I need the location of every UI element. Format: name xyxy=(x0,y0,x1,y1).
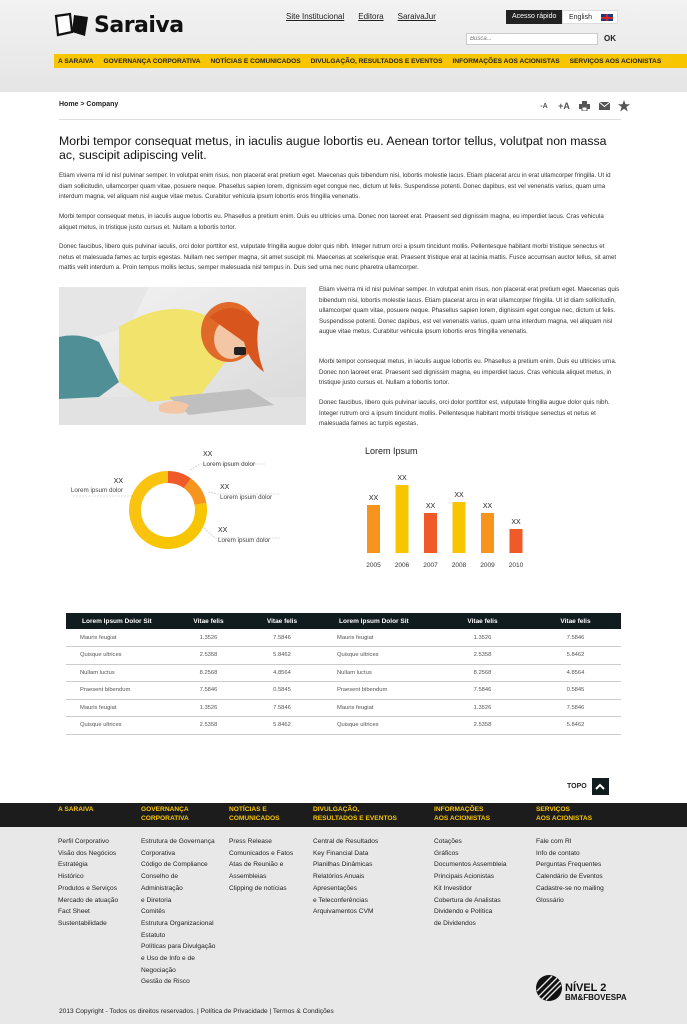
table-row xyxy=(66,699,621,717)
footer-link[interactable]: Estrutura de Governança xyxy=(141,838,215,845)
data-table xyxy=(66,613,621,735)
footer-link-list xyxy=(313,836,378,918)
paragraph-1: Etiam viverra mi id nisl pulvinar semper. In volutpat enim risus, non placerat erat pretium eget. Maecenas quis bibendum nisi, lobortis molestie lacus. Etiam placerat arcu in erat ullamcorper fringilla. Ut id diam sollicitudin, ullamcorper quam vitae, posuere neque. Phasellus sapien lorem, dignissim eget congue nec, dictum ut felis. Suspendisse potenti. Donec dapibus, est vel venenatis varius, quam urna interdum magna, vel aliquam nisl augue vitae metus. Curabitur vehicula ipsum lobortis eros fringilla venenatis. xyxy=(59,172,611,200)
print-icon[interactable] xyxy=(578,100,590,112)
table-cell: Quisque ultrices xyxy=(66,717,176,735)
footer-title-line: CORPORATIVA xyxy=(141,815,189,822)
table-row xyxy=(66,717,621,735)
table-cell: 7.5846 xyxy=(530,629,621,647)
table-cell: Mauris feugiat xyxy=(66,699,176,717)
footer-link[interactable]: Estrutura Organizacional xyxy=(141,919,214,927)
globe-logo-icon xyxy=(535,974,563,1002)
footer-link[interactable]: Principais Acionistas xyxy=(434,873,495,881)
table-cell: 4.8564 xyxy=(530,664,621,682)
bar-category-label: 2009 xyxy=(480,562,495,569)
footer-link[interactable]: Código de Compliance xyxy=(141,861,208,869)
table-header-row xyxy=(66,613,621,629)
footer-link[interactable]: Perguntas Frequentes xyxy=(536,861,602,869)
table-cell: Nullam luctus xyxy=(66,664,176,682)
footer-column-title xyxy=(536,805,592,823)
footer-title-line: INFORMAÇÕES xyxy=(434,806,484,813)
link-site-institucional[interactable]: Site Institucional xyxy=(286,12,345,21)
uk-flag-icon xyxy=(601,14,613,21)
nav-a-saraiva[interactable]: A SARAIVA xyxy=(58,57,94,65)
footer-link[interactable]: Relatórios Anuais xyxy=(313,873,365,881)
bar-data-label: XX xyxy=(511,519,521,526)
table-cell: 2.5358 xyxy=(435,647,530,665)
donut-slice-label: Lorem ipsum dolor xyxy=(218,537,271,544)
nav-divulgacao[interactable]: DIVULGAÇÃO, RESULTADOS E EVENTOS xyxy=(310,57,443,65)
table-cell: Nullam luctus xyxy=(323,664,435,682)
bar-data-label: XX xyxy=(397,475,407,482)
bar xyxy=(424,513,437,553)
quick-access-button[interactable]: Acesso rápido xyxy=(506,10,562,24)
table-cell: Mauris feugiat xyxy=(66,629,176,647)
footer-link[interactable]: Comunicados e Fatos xyxy=(229,849,294,857)
footer-link[interactable]: Mercado de atuação xyxy=(58,896,119,904)
bar-category-label: 2005 xyxy=(366,562,381,569)
side-paragraph-1: Etiam viverra mi id nisl pulvinar semper. In volutpat enim risus, non placerat erat pretium eget. Maecenas quis bibendum nisi, lobortis molestie lacus. Etiam placerat arcu in erat ullamcorper fringilla. Ut id diam sollicitudin, ullamcorper quam vitae, posuere neque. Phasellus sapien lorem, dignissim eget congue nec, dictum ut felis. Suspendisse potenti. Donec dapibus, est vel venenatis varius, quam urna interdum magna, vel aliquam nisl augue vitae metus. Curabitur vehicula ipsum lobortis eros fringilla venenatis. xyxy=(319,286,620,335)
bar-data-label: XX xyxy=(425,503,436,510)
table-row xyxy=(66,647,621,665)
nivel-2-label: NÍVEL 2 xyxy=(565,982,607,994)
footer-link[interactable]: e Teleconferências xyxy=(313,896,368,904)
footer-link[interactable]: Gestão de Risco xyxy=(141,978,190,986)
language-label: English xyxy=(569,14,592,21)
breadcrumb[interactable]: Home > Company xyxy=(59,101,119,108)
footer-title-line: NOTÍCIAS E xyxy=(229,806,267,813)
footer-link[interactable]: e Uso de Info e de xyxy=(141,955,195,963)
table-cell: 7.5846 xyxy=(241,629,323,647)
table-cell: 4.8564 xyxy=(241,664,323,682)
footer-link-list xyxy=(434,836,507,930)
footer-link[interactable]: Estratégia xyxy=(58,861,88,869)
footer-link[interactable]: Calendário de Eventos xyxy=(536,873,603,881)
donut-value-label: XX xyxy=(218,527,228,534)
font-smaller-button[interactable]: -A xyxy=(540,102,548,110)
bar xyxy=(481,513,494,553)
donut-value-label: XX xyxy=(113,478,123,485)
donut-slice-label: Lorem ipsum dolor xyxy=(220,494,273,501)
table-cell: 5.8462 xyxy=(530,717,621,735)
footer-column-title xyxy=(141,805,189,823)
footer-link[interactable]: Atas de Reunião e xyxy=(229,861,284,869)
footer-link[interactable]: Fale com RI xyxy=(536,838,572,845)
donut-value-label: XX xyxy=(203,451,213,458)
bar-category-label: 2006 xyxy=(394,562,410,569)
table-cell: 2.5358 xyxy=(435,717,530,735)
bar-category-label: 2007 xyxy=(423,562,438,569)
table-cell: Quisque ultrices xyxy=(323,717,435,735)
footer-link[interactable]: Negociação xyxy=(141,966,176,974)
footer-title-line: AOS ACIONISTAS xyxy=(434,815,491,822)
table-cell: Praesent bibendum xyxy=(323,682,435,700)
footer-link[interactable]: Administração xyxy=(141,884,183,892)
bar-data-label: XX xyxy=(454,492,464,499)
link-saraivajur[interactable]: SaraivaJur xyxy=(397,12,436,21)
table-cell: 5.8462 xyxy=(241,647,323,665)
footer-link-list xyxy=(141,836,215,988)
footer-link[interactable]: Cotações xyxy=(434,838,462,845)
footer-column-title xyxy=(58,805,94,814)
table-header-cell: Lorem Ipsum Dolor Sit xyxy=(66,613,176,629)
footer-title-line: COMUNICADOS xyxy=(229,815,280,822)
nav-servicos[interactable]: SERVIÇOS AOS ACIONISTAS xyxy=(569,57,662,65)
footer-link[interactable]: Produtos e Serviços xyxy=(58,884,118,892)
table-cell: 0.5845 xyxy=(530,682,621,700)
font-larger-button[interactable]: +A xyxy=(558,101,570,111)
table-cell: Mauris feugiat xyxy=(323,629,435,647)
footer-column-title xyxy=(434,805,490,823)
bar-chart xyxy=(360,444,580,574)
main-nav xyxy=(54,54,687,68)
bar xyxy=(396,485,409,553)
search-button[interactable]: OK xyxy=(604,34,616,43)
bmfbovespa-nivel2-badge xyxy=(535,974,627,1002)
footer-column-title xyxy=(229,805,280,823)
language-selector[interactable] xyxy=(562,10,618,24)
footer-title-line: A SARAIVA xyxy=(58,806,94,813)
footer-link[interactable]: Perfil Corporativo xyxy=(58,838,109,845)
table-cell: 5.8462 xyxy=(530,647,621,665)
footer-link-list xyxy=(229,836,293,895)
footer-link[interactable]: Clipping de notícias xyxy=(229,884,287,892)
footer-link[interactable]: Documentos Assembleia xyxy=(434,861,507,869)
donut-slice-label: Lorem ipsum dolor xyxy=(70,487,123,494)
bar-category-label: 2010 xyxy=(508,562,524,569)
bar-data-label: XX xyxy=(368,495,379,502)
paragraph-2: Morbi tempor consequat metus, in iaculis augue lobortis eu. Phasellus a pretium enim. Duis eu ultricies urna. Donec non laoreet erat. Praesent sed dignissim magna, eu imperdiet lacus. Cras vehicula aliquet metus, in tristique justo cursus et. Nullam a lobortis tortor. xyxy=(59,213,604,231)
divider xyxy=(59,119,621,120)
bar xyxy=(367,505,380,553)
footer-title-line: DIVULGAÇÃO, xyxy=(313,806,360,813)
woman-on-phone-photo xyxy=(59,287,306,425)
side-paragraph-2: Morbi tempor consequat metus, in iaculis augue lobortis eu. Phasellus a pretium enim. Duis eu ultricies urna. Donec non laoreet erat. Praesent sed dignissim magna, eu imperdiet lacus. Cras vehicula aliquet metus, in tristique justo cursus et. Nullam a lobortis tortor. xyxy=(319,358,617,386)
footer-link[interactable]: Fact Sheet xyxy=(58,908,90,916)
bmfbovespa-label: BM&FBOVESPA xyxy=(565,993,627,1002)
nav-noticias[interactable]: NOTÍCIAS E COMUNICADOS xyxy=(210,57,301,65)
header xyxy=(0,0,687,92)
page-tools xyxy=(538,100,630,112)
paragraph-3: Donec faucibus, libero quis pulvinar iaculis, orci dolor porttitor est, vulputate fringilla augue dolor quis nibh. Integer rutrum orci a ipsum tincidunt mollis. Pellentesque habitant morbi tristique senectus et netus et malesuada fames ac turpis egestas. Nullam nec semper magna, sit amet suscipit mi. Maecenas at scelerisque erat. Praesent tristique erat at lacinia mattis. Fusce accumsan auctor tellus, sit amet mattis velit interdum a. Proin tempus mollis lectus, semper malesuada nisl tempus in. Duis sed urna nec nunc pharetra ullamcorper. xyxy=(59,243,617,271)
footer-title-line: RESULTADOS E EVENTOS xyxy=(313,815,397,822)
footer-link[interactable]: de Dividendos xyxy=(434,919,476,927)
footer-link[interactable]: Assembleias xyxy=(229,873,267,881)
table-cell: 7.5846 xyxy=(530,699,621,717)
topo-label: TOPO xyxy=(567,783,587,790)
table-cell: 1.3526 xyxy=(176,629,241,647)
table-cell: 2.5358 xyxy=(176,647,241,665)
table-cell: 7.5846 xyxy=(241,699,323,717)
table-cell: Quisque ultrices xyxy=(323,647,435,665)
table-cell: Mauris feugiat xyxy=(323,699,435,717)
footer-link-list xyxy=(58,836,118,930)
bar xyxy=(453,502,466,553)
nav-informacoes[interactable]: INFORMAÇÕES AOS ACIONISTAS xyxy=(452,57,560,65)
table-cell: 5.8462 xyxy=(241,717,323,735)
search-input[interactable] xyxy=(466,33,598,45)
top-links xyxy=(286,12,436,21)
donut-slice-label: Lorem ipsum dolor xyxy=(203,461,256,468)
table-header-cell: Vitae felis xyxy=(176,613,241,629)
table-row xyxy=(66,629,621,647)
footer-link[interactable]: Conselho de xyxy=(141,873,179,881)
donut-chart xyxy=(60,450,310,562)
footer-link[interactable]: Central de Resultados xyxy=(313,838,379,845)
footer-link[interactable]: Info de contato xyxy=(536,849,580,857)
footer-link[interactable]: Visão dos Negócios xyxy=(58,849,117,857)
table-cell: 1.3526 xyxy=(176,699,241,717)
table-row xyxy=(66,682,621,700)
footer-title-line: GOVERNANÇA xyxy=(141,806,189,813)
footer-link[interactable]: e Diretoria xyxy=(141,896,172,904)
footer-link[interactable]: Comitês xyxy=(141,908,166,916)
table-cell: Praesent bibendum xyxy=(66,682,176,700)
footer-link[interactable]: Cobertura de Analistas xyxy=(434,896,501,904)
footer-link[interactable]: Key Financial Data xyxy=(313,849,369,857)
main-content xyxy=(0,92,687,804)
link-editora[interactable]: Editora xyxy=(358,12,384,21)
footer-link[interactable]: Corporativa xyxy=(141,849,176,857)
side-paragraph-3: Donec faucibus, libero quis pulvinar iaculis, orci dolor porttitor est, vulputate fringilla augue dolor quis nibh. Integer rutrum orci a ipsum tincidunt mollis. Pellentesque habitant morbi tristique senectus et netus et malesuada fames ac turpis egestas. xyxy=(319,399,610,427)
book-icon xyxy=(54,12,90,38)
footer-link[interactable]: Dividendo e Política xyxy=(434,908,493,916)
footer-link[interactable]: Gráficos xyxy=(434,849,459,857)
footer-link[interactable]: Arquivamentos CVM xyxy=(313,908,374,916)
table-cell: 7.5846 xyxy=(435,682,530,700)
logo-text: Saraiva xyxy=(94,12,184,38)
table-header-cell: Lorem Ipsum Dolor Sit xyxy=(323,613,435,629)
table-cell: 1.3526 xyxy=(435,699,530,717)
footer-title-line: SERVIÇOS xyxy=(536,806,570,813)
saraiva-logo[interactable] xyxy=(54,12,184,38)
footer-column-title xyxy=(313,805,397,823)
donut-value-label: XX xyxy=(220,484,230,491)
footer-link[interactable]: Histórico xyxy=(58,873,84,881)
back-to-top[interactable] xyxy=(567,778,609,795)
footer-link-list xyxy=(536,836,604,906)
footer-link[interactable]: Planilhas Dinâmicas xyxy=(313,861,373,869)
footer-title-line: AOS ACIONISTAS xyxy=(536,815,593,822)
page-title: Morbi tempor consequat metus, in iaculis augue lobortis eu. Aenean tortor tellus, volutpat non massa ac, suscipit adipiscing velit. xyxy=(59,134,607,162)
footer-link[interactable]: Cadastre-se no mailing xyxy=(536,884,604,892)
footer-link[interactable]: Apresentações xyxy=(313,884,357,892)
table-cell: 8.2568 xyxy=(176,664,241,682)
table-header-cell: Vitae felis xyxy=(435,613,530,629)
footer-link[interactable]: Estatuto xyxy=(141,931,166,939)
footer-link[interactable]: Políticas para Divulgação xyxy=(141,943,216,951)
footer-link[interactable]: Press Release xyxy=(229,838,272,845)
table-cell: 7.5846 xyxy=(176,682,241,700)
copyright: 2013 Copyright - Todos os direitos reservados. | Política de Privacidade | Termos & Condições xyxy=(59,1008,334,1015)
bar-chart-title: Lorem Ipsum xyxy=(365,446,418,456)
bar xyxy=(510,529,523,553)
star-icon[interactable] xyxy=(618,100,630,112)
nav-governanca[interactable]: GOVERNANÇA CORPORATIVA xyxy=(103,57,201,65)
table-cell: 1.3526 xyxy=(435,629,530,647)
table-header-cell: Vitae felis xyxy=(530,613,621,629)
footer-link[interactable]: Kit Investidor xyxy=(434,884,473,892)
footer-link[interactable]: Sustentabilidade xyxy=(58,919,107,927)
bar-category-label: 2008 xyxy=(451,562,467,569)
table-cell: 0.5845 xyxy=(241,682,323,700)
table-cell: 8.2568 xyxy=(435,664,530,682)
email-icon[interactable] xyxy=(598,100,610,112)
table-cell: Quisque ultrices xyxy=(66,647,176,665)
table-cell: 2.5358 xyxy=(176,717,241,735)
table-row xyxy=(66,664,621,682)
table-header-cell: Vitae felis xyxy=(241,613,323,629)
bar-data-label: XX xyxy=(482,503,493,510)
footer-link[interactable]: Glossário xyxy=(536,896,564,904)
chevron-up-icon[interactable] xyxy=(592,778,609,795)
